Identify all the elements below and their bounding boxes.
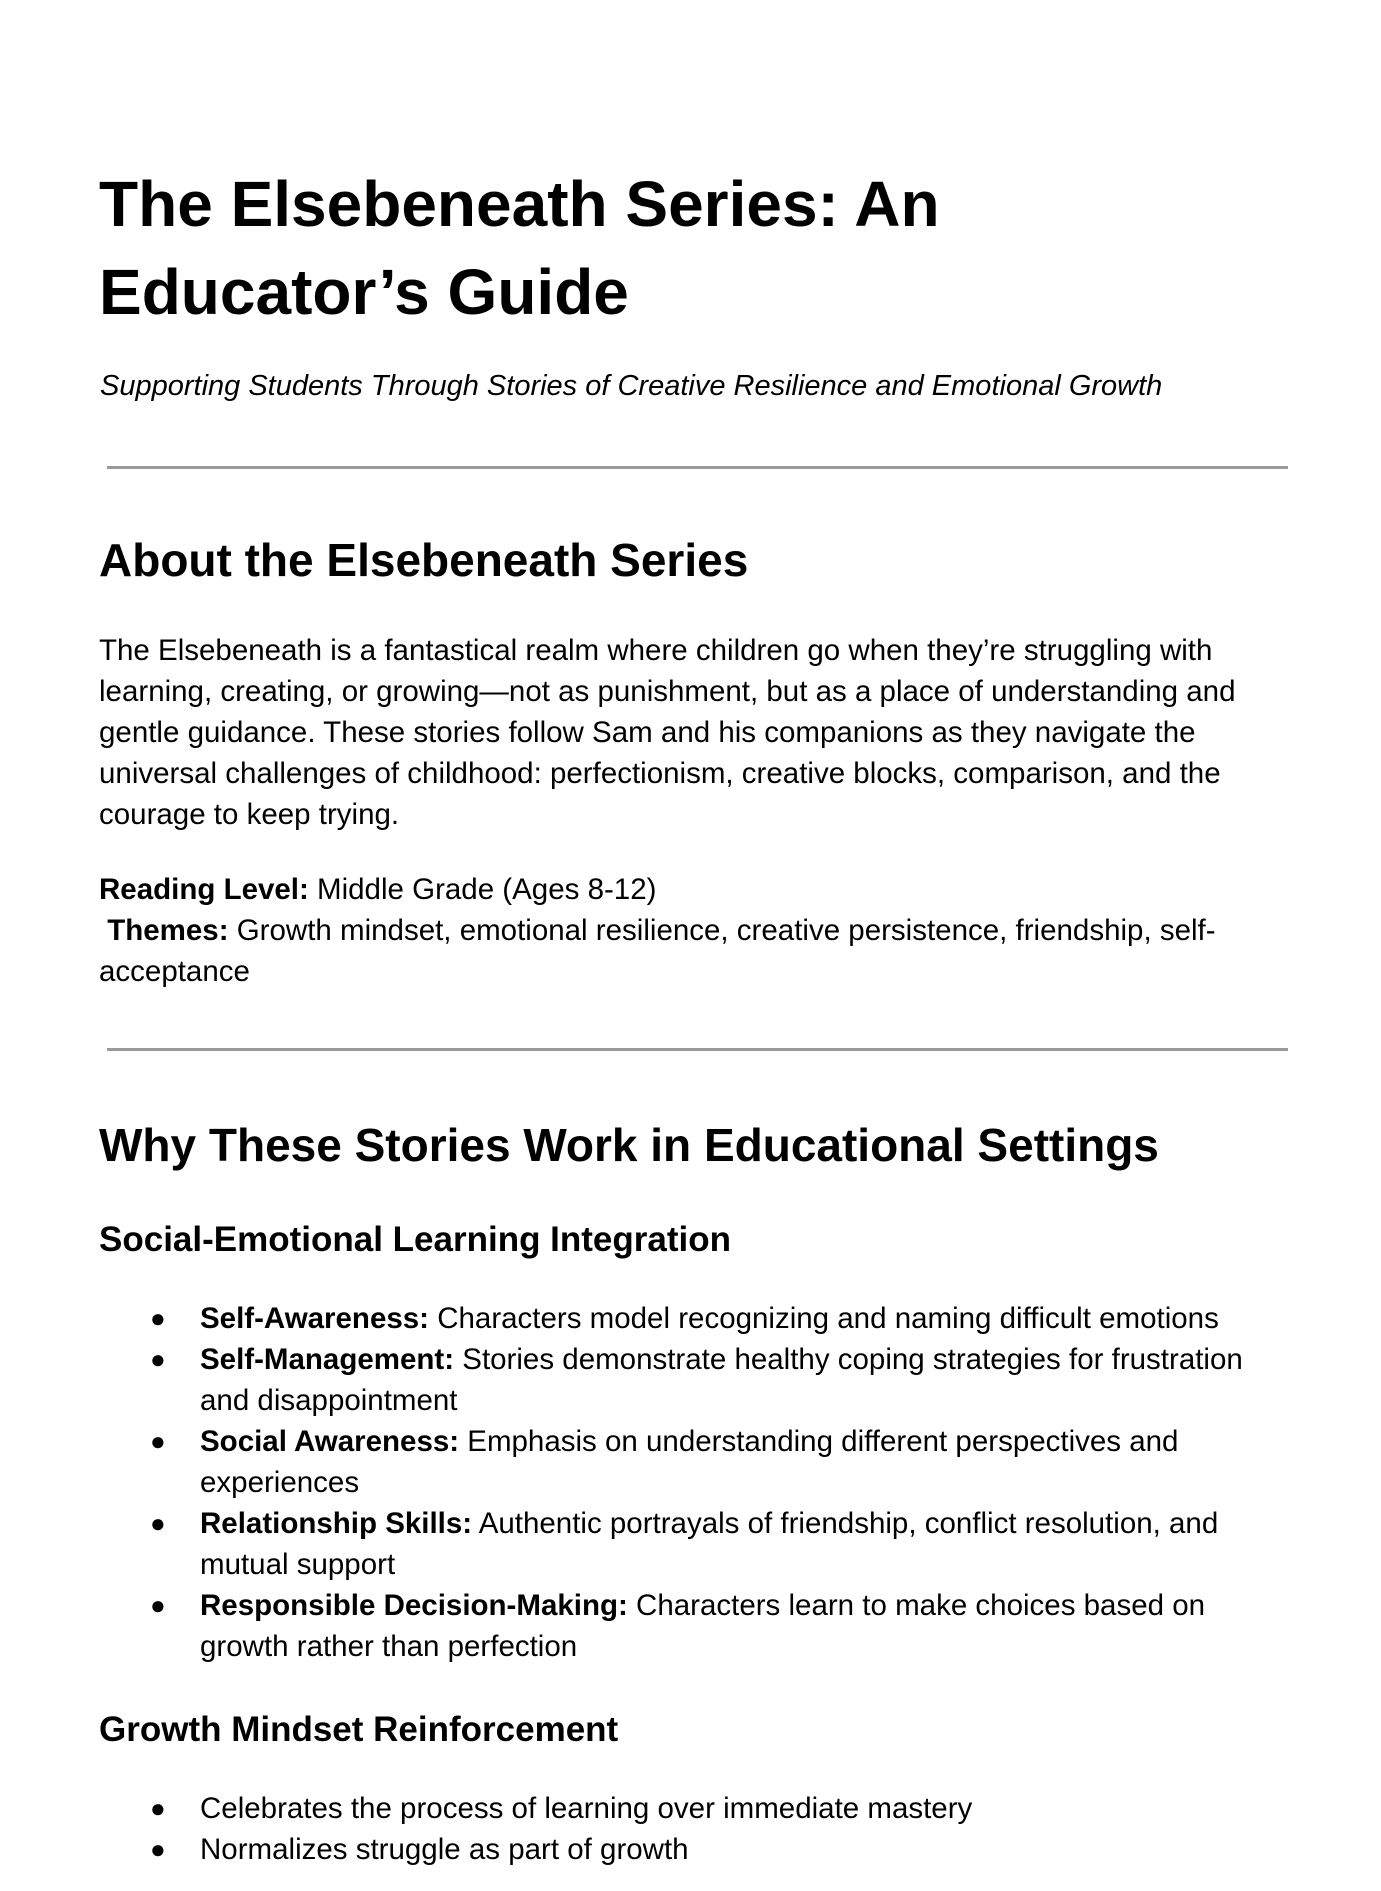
list-item	[0, 1298, 1300, 1339]
why-heading: Why These Stories Work in Educational Settings	[99, 1119, 1159, 1171]
reading-level-value: Middle Grade (Ages 8-12)	[308, 873, 657, 906]
themes-label: Themes:	[107, 914, 229, 947]
list-item-text: Stories demonstrate healthy coping strategies for frustration and disappointment	[200, 1343, 1243, 1417]
sel-heading: Social-Emotional Learning Integration	[99, 1220, 731, 1259]
list-item-label: Relationship Skills:	[200, 1507, 473, 1540]
list-item	[0, 1503, 1300, 1585]
list-item-text: Authentic portrayals of friendship, conflict resolution, and mutual support	[200, 1507, 1219, 1581]
list-item-text: Characters learn to make choices based on growth rather than perfection	[200, 1589, 1206, 1663]
themes	[99, 910, 1299, 992]
list-item	[0, 1339, 1300, 1421]
bullet-icon: ●	[150, 1303, 166, 1333]
list-item-label: Responsible Decision-Making:	[200, 1589, 628, 1622]
list-item-text: Celebrates the process of learning over immediate mastery	[200, 1792, 973, 1825]
bullet-icon: ●	[150, 1590, 166, 1620]
bullet-icon: ●	[150, 1426, 166, 1456]
about-paragraph: The Elsebeneath is a fantastical realm where children go when they’re struggling with learning, creating, or growing—not as punishment, but as a place of understanding and gentle guidance. These stories follow Sam and his companions as they navigate the universal challenges of childhood: perfectionism, creative blocks, comparison, and the courage to keep trying.	[99, 634, 1236, 831]
sel-list	[0, 1298, 1381, 1667]
list-item	[0, 1585, 1300, 1667]
themes-value: Growth mindset, emotional resilience, creative persistence, friendship, self-acceptance	[99, 914, 1216, 988]
section-divider	[107, 466, 1288, 469]
section-divider	[107, 1048, 1288, 1051]
bullet-icon: ●	[150, 1793, 166, 1823]
list-item-text: Normalizes struggle as part of growth	[200, 1833, 689, 1866]
reading-level-label: Reading Level:	[99, 873, 309, 906]
growth-heading: Growth Mindset Reinforcement	[99, 1710, 619, 1749]
about-heading: About the Elsebeneath Series	[99, 534, 749, 586]
bullet-icon: ●	[150, 1834, 166, 1864]
bullet-icon: ●	[150, 1508, 166, 1538]
list-item-label: Social Awareness:	[200, 1425, 460, 1458]
list-item-label: Self-Awareness:	[200, 1302, 429, 1335]
page-subtitle: Supporting Students Through Stories of Creative Resilience and Emotional Growth	[100, 370, 1163, 402]
list-item-label: Self-Management:	[200, 1343, 455, 1376]
list-item-text: Emphasis on understanding different perspectives and experiences	[200, 1425, 1179, 1499]
list-item	[0, 1788, 1300, 1829]
bullet-icon: ●	[150, 1344, 166, 1374]
list-item	[0, 1829, 1300, 1870]
page-title: The Elsebeneath Series: An Educator’s Guide	[99, 168, 940, 328]
list-item-text: Characters model recognizing and naming difficult emotions	[429, 1302, 1219, 1335]
growth-list	[0, 1788, 1381, 1870]
list-item	[0, 1421, 1300, 1503]
reading-level	[99, 869, 1299, 910]
